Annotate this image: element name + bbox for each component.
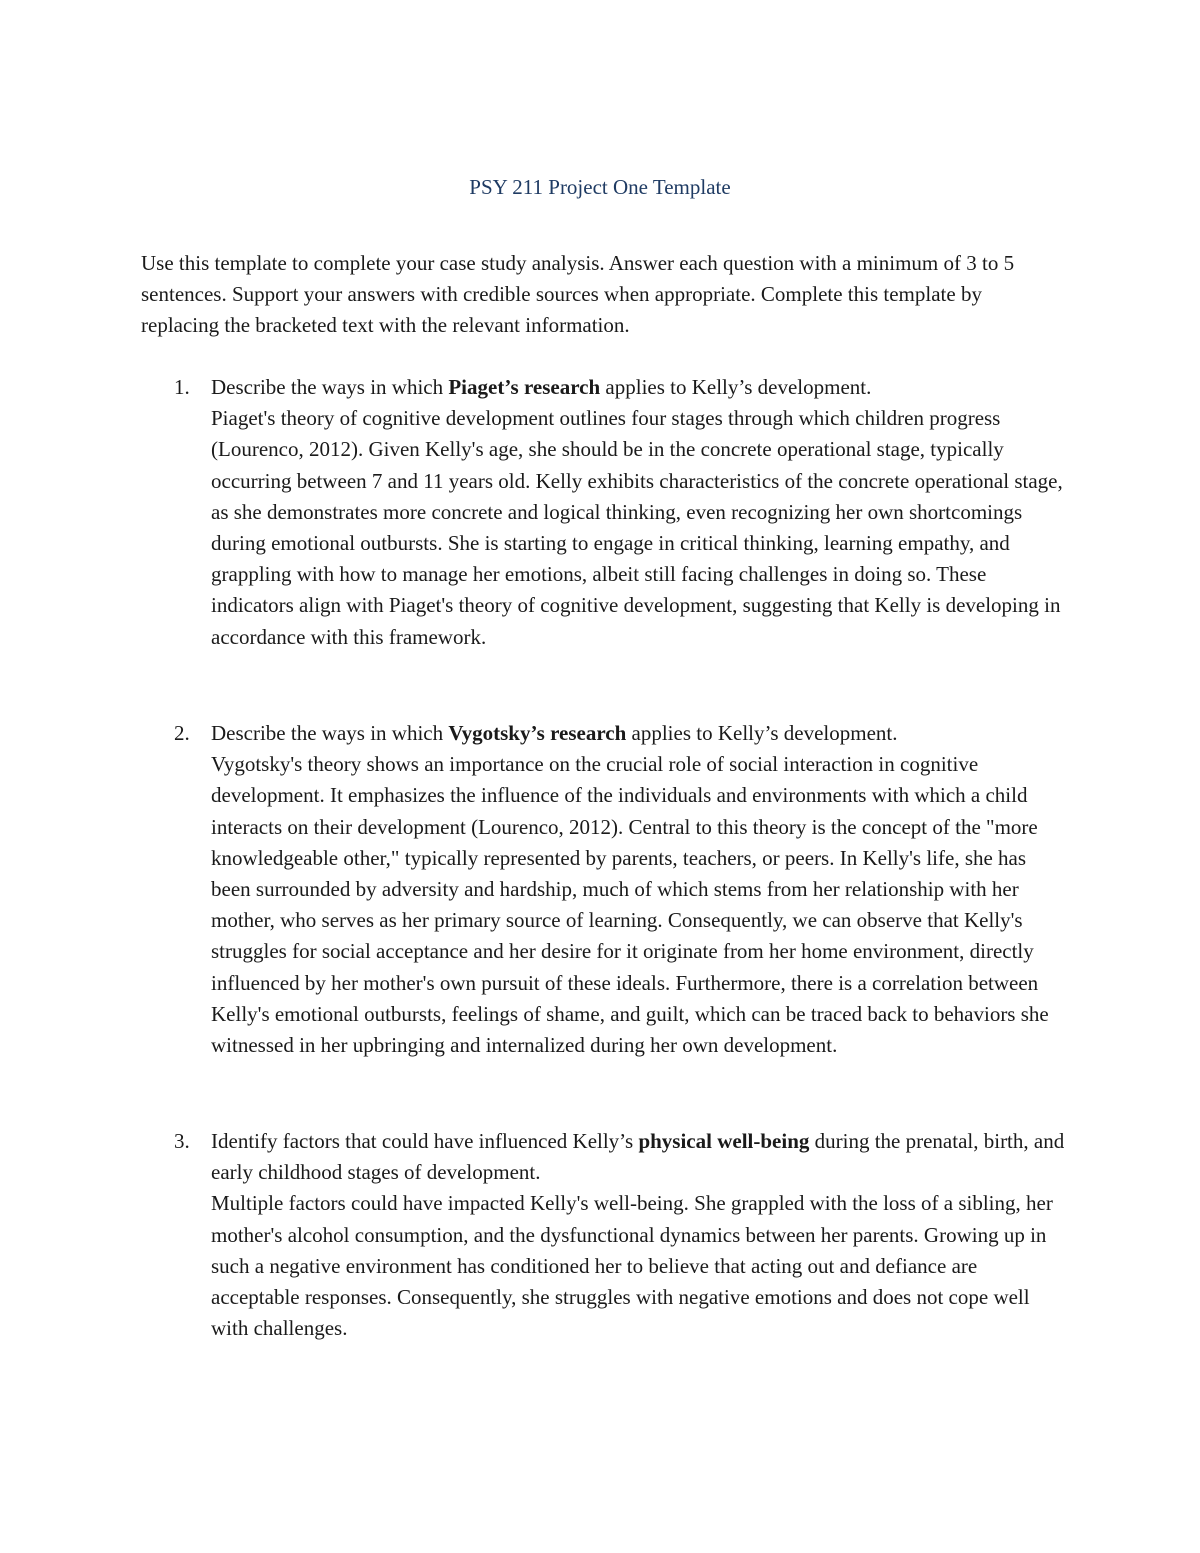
intro-paragraph: Use this template to complete your case study analysis. Answer each question with a minimum of 3 to 5 sentences. Support your answers with credible sources when appropriate. Complete this template by replacing the bracketed text with the relevant information.: [141, 251, 1015, 338]
prompt-emphasis: Piaget’s research: [448, 375, 601, 399]
answer-text: Vygotsky's theory shows an importance on the crucial role of social interaction in cognitive development. It emphasizes the influence of the individuals and environments with which a child interacts on their development (Lourenco, 2012). Central to this theory is the concept of the "more knowledgeable other," typically represented by parents, teachers, or peers. In Kelly's life, she has been surrounded by adversity and hardship, much of which stems from her relationship with her mother, who serves as her primary source of learning. Consequently, we can observe that Kelly's struggles for social acceptance and her desire for it originate from her home environment, directly influenced by her mother's own pursuit of these ideals. Furthermore, there is a correlation between Kelly's emotional outbursts, feelings of shame, and guilt, which can be traced back to behaviors she witnessed in her upbringing and internalized during her own development.: [211, 752, 1049, 1058]
answer-text: Multiple factors could have impacted Kelly's well-being. She grappled with the loss of a sibling, her mother's alcohol consumption, and the dysfunctional dynamics between her parents. Growing up in such a negative environment has conditioned her to believe that acting out and defiance are acceptable responses. Consequently, she struggles with negative emotions and does not cope well with challenges.: [211, 1191, 1053, 1341]
prompt-text: during the prenatal, birth, and early childhood stages of development.: [211, 1129, 1065, 1185]
prompt-text: Describe the ways in which: [211, 375, 449, 399]
question-body: [211, 718, 1066, 1061]
question-number: 3.: [174, 1129, 190, 1153]
question-body: [211, 1126, 1066, 1344]
document-title: PSY 211 Project One Template: [469, 175, 731, 199]
answer-text: Piaget's theory of cognitive development outlines four stages through which children progress (Lourenco, 2012). Given Kelly's age, she should be in the concrete operational stage, typically occurring between 7 and 11 years old. Kelly exhibits characteristics of the concrete operational stage, as she demonstrates more concrete and logical thinking, even recognizing her own shortcomings during emotional outbursts. She is starting to engage in critical thinking, learning empathy, and grappling with how to manage her emotions, albeit still facing challenges in doing so. These indicators align with Piaget's theory of cognitive development, suggesting that Kelly is developing in accordance with this framework.: [211, 406, 1063, 649]
prompt-text: Describe the ways in which: [211, 721, 449, 745]
prompt-text: applies to Kelly’s development.: [600, 375, 872, 399]
prompt-text: Identify factors that could have influenced Kelly’s: [211, 1129, 639, 1153]
question-body: [211, 372, 1066, 653]
question-number: 1.: [174, 375, 190, 399]
question-prompt: [211, 718, 1066, 749]
prompt-text: applies to Kelly’s development.: [626, 721, 898, 745]
prompt-emphasis: Vygotsky’s research: [448, 721, 627, 745]
question-number: 2.: [174, 721, 190, 745]
prompt-emphasis: physical well-being: [638, 1129, 810, 1153]
question-prompt: [211, 1126, 1066, 1188]
question-prompt: [211, 372, 1066, 403]
